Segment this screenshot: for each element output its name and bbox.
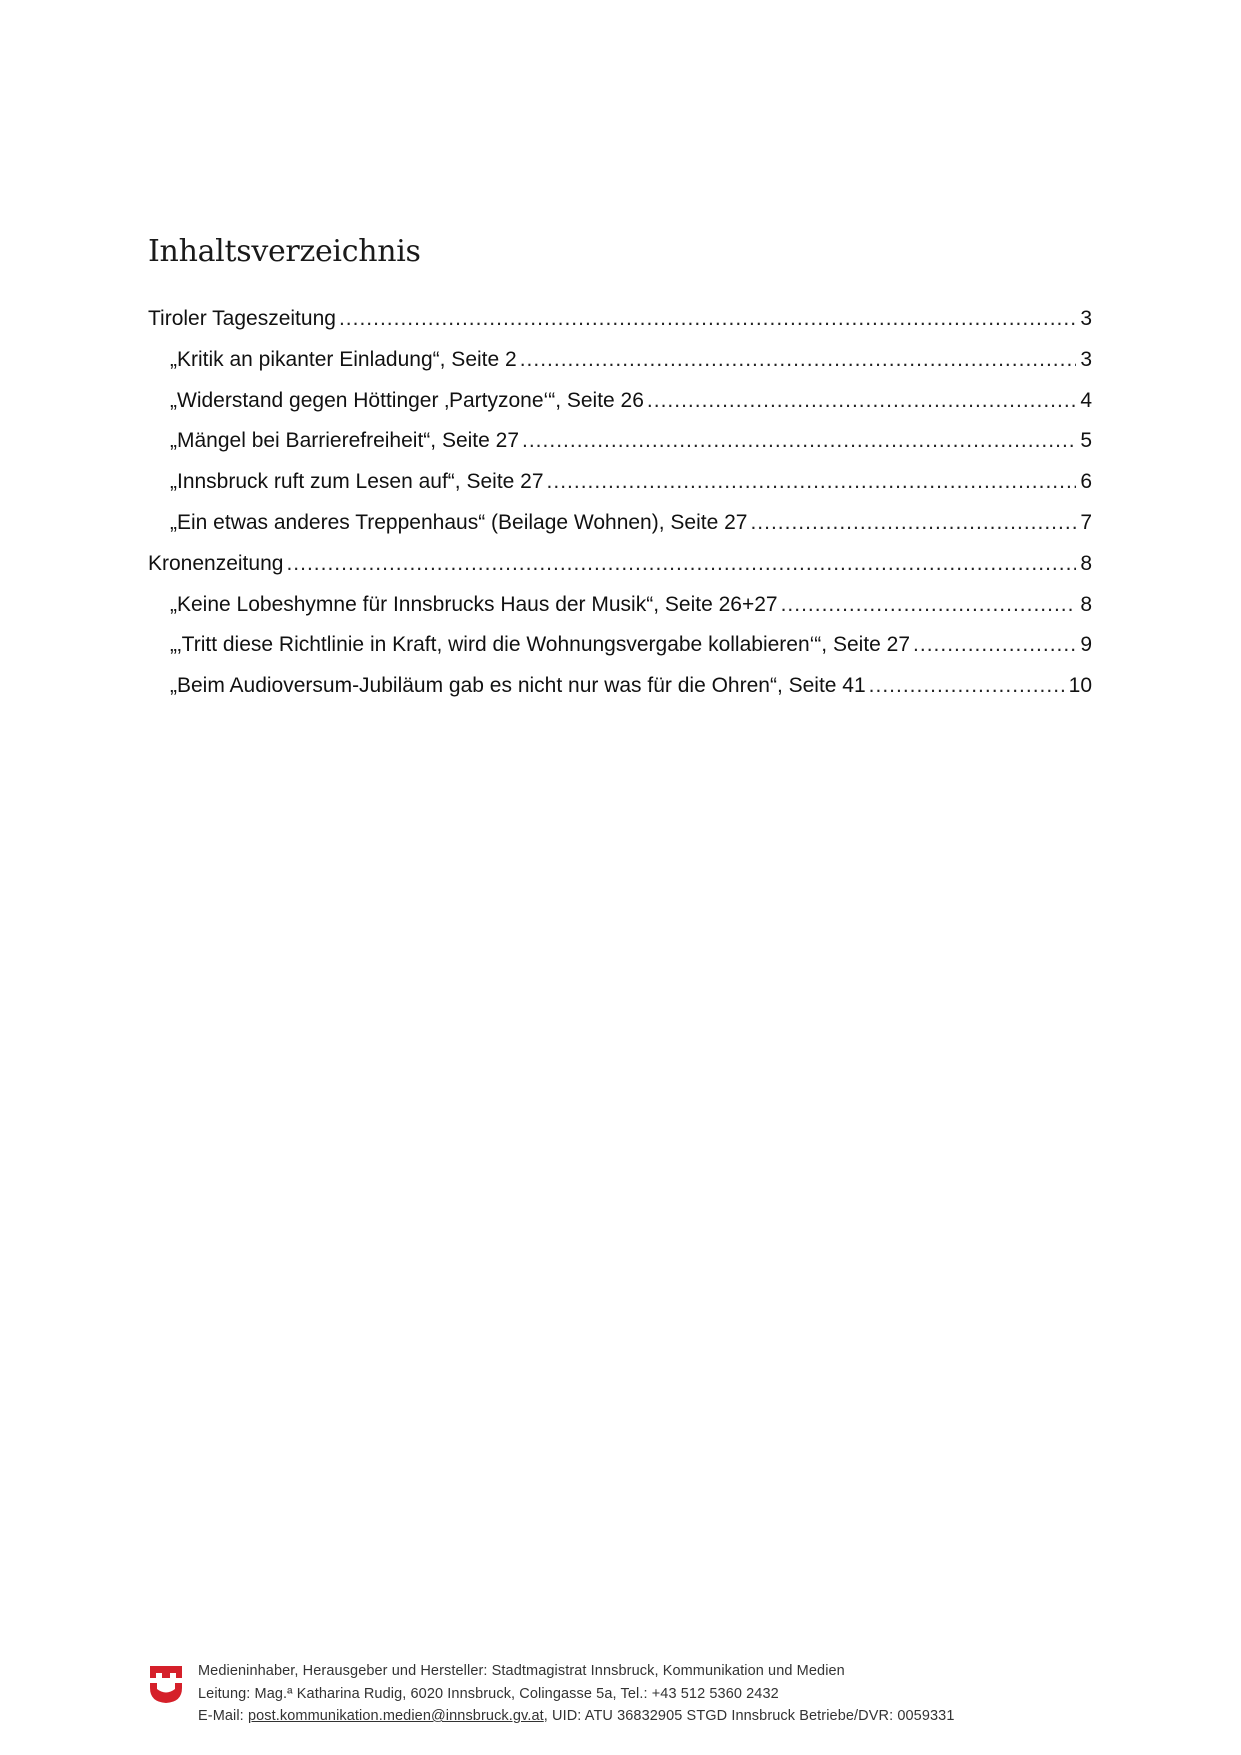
toc-entry-kronenzeitung[interactable] <box>148 550 1092 591</box>
toc-entry-text: „Mängel bei Barrierefreiheit“, Seite 27 <box>170 429 520 453</box>
imprint-email-prefix: E-Mail: <box>198 1708 248 1724</box>
imprint-uid: , UID: ATU 36832905 STGD Innsbruck Betriebe/DVR: 0059331 <box>543 1708 955 1724</box>
toc-entry-text: „Beim Audioversum-Jubiläum gab es nicht nur was für die Ohren“, Seite 41 <box>170 674 866 698</box>
innsbruck-logo-icon <box>150 1664 182 1704</box>
toc-entry-text: „Ein etwas anderes Treppenhaus“ (Beilage Wohnen), Seite 27 <box>170 510 748 534</box>
toc-entry-text: „Widerstand gegen Höttinger ‚Partyzone‘“, Seite 26 <box>170 388 644 412</box>
toc-page-number: 4 <box>1080 388 1092 412</box>
toc-entry-audioversum-jubilaeum[interactable] <box>148 672 1092 713</box>
toc-dot-leader <box>547 468 1077 496</box>
toc-entry-text: „Kritik an pikanter Einladung“, Seite 2 <box>170 347 517 371</box>
toc-dot-leader <box>522 427 1076 455</box>
toc-entry-text: „‚Tritt diese Richtlinie in Kraft, wird die Wohnungsvergabe kollabieren‘“, Seite 27 <box>170 633 911 657</box>
toc-dot-leader <box>647 387 1076 415</box>
toc-entry-innsbruck-ruft-zum-lesen[interactable] <box>148 468 1092 509</box>
toc-dot-leader <box>781 591 1077 619</box>
toc-page-number: 8 <box>1080 551 1092 575</box>
imprint-publisher: Medieninhaber, Herausgeber und Hersteller: Stadtmagistrat Innsbruck, Kommunikation und Medien <box>198 1663 845 1679</box>
toc-page-number: 9 <box>1080 633 1092 657</box>
toc-page-number: 3 <box>1080 307 1092 330</box>
toc-page-number: 5 <box>1080 429 1092 453</box>
toc-entry-text: Tiroler Tageszeitung <box>148 307 336 330</box>
toc-page-number: 7 <box>1080 510 1092 534</box>
toc-page-number: 10 <box>1068 674 1092 698</box>
toc-dot-leader <box>520 346 1077 374</box>
table-of-contents <box>148 305 1092 713</box>
toc-entry-treppenhaus[interactable] <box>148 509 1092 550</box>
toc-dot-leader <box>869 672 1065 700</box>
toc-entry-text: „Innsbruck ruft zum Lesen auf“, Seite 27 <box>170 470 544 494</box>
page-title: Inhaltsverzeichnis <box>148 234 421 269</box>
email-link[interactable]: post.kommunikation.medien@innsbruck.gv.at <box>247 1708 544 1724</box>
toc-entry-wohnungsvergabe[interactable] <box>148 631 1092 672</box>
imprint-contact <box>198 1705 955 1728</box>
toc-page-number: 3 <box>1080 347 1092 371</box>
toc-dot-leader <box>286 550 1076 578</box>
toc-dot-leader <box>339 305 1076 333</box>
page-footer <box>150 1660 1080 1730</box>
toc-dot-leader <box>750 509 1076 537</box>
logo-bridge-shape <box>150 1666 182 1678</box>
toc-entry-widerstand-partyzone[interactable] <box>148 387 1092 428</box>
toc-entry-maengel-barrierefreiheit[interactable] <box>148 427 1092 468</box>
toc-page-number: 6 <box>1080 470 1092 494</box>
toc-page-number: 8 <box>1080 592 1092 616</box>
toc-entry-kritik-an-pikanter-einladung[interactable] <box>148 346 1092 387</box>
toc-entry-haus-der-musik[interactable] <box>148 591 1092 632</box>
logo-shield-shape <box>150 1683 182 1703</box>
toc-dot-leader <box>913 631 1076 659</box>
toc-entry-text: „Keine Lobeshymne für Innsbrucks Haus der Musik“, Seite 26+27 <box>170 592 778 616</box>
toc-entry-tiroler-tageszeitung[interactable] <box>148 305 1092 346</box>
imprint-management: Leitung: Mag.ª Katharina Rudig, 6020 Innsbruck, Colingasse 5a, Tel.: +43 512 5360 2432 <box>198 1685 779 1702</box>
toc-entry-text: Kronenzeitung <box>148 551 284 575</box>
imprint-text <box>198 1660 955 1728</box>
